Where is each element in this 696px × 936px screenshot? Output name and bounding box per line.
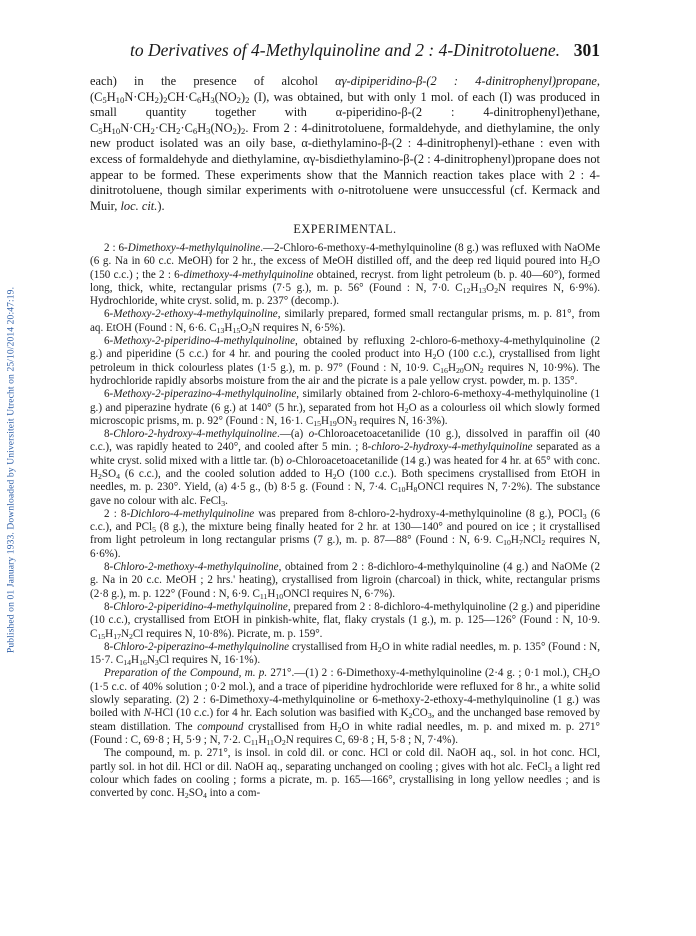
experimental-paragraph: 6-Methoxy-2-piperazino-4-methylquinoline, similarly obtained from 2-chloro-6-methoxy-4-methylquinoline (1 g.) and piperazine hydrate (6 g.) at 140° (5 hr.), separated from hot $H_2O$ as a colourless oil which slowly formed microscopic prisms, m. p. 92° (Found : N, 16·1. $C_{15}H_{19}ON_3$ requires N, 16·3%).: [90, 388, 600, 428]
page-number: 301: [573, 40, 600, 60]
experimental-paragraph: 8-Chloro-2-methoxy-4-methylquinoline, obtained from 2 : 8-dichloro-4-methylquinoline (4 g.) and NaOMe (2 g. Na in 20 c.c. MeOH ; 2 hrs.' heating), crystallised from ligroin (charcoal) in thick, white, rectangular prisms (2·8 g.), m. p. 122° (Found : N, 6·9. $C_{11}H_{10}ONCl$ requires N, 6·7%).: [90, 561, 600, 601]
experimental-paragraph: 2 : 6-Dimethoxy-4-methylquinoline.—2-Chloro-6-methoxy-4-methylquinoline (8 g.) was refluxed with NaOMe (6 g. Na in 60 c.c. MeOH) for 2 hr., the excess of MeOH distilled off, and the deep red liquid poured into $H_2O$ (150 c.c.) ; the 2 : 6-dimethoxy-4-methylquinoline obtained, recryst. from light petroleum (b. p. 40—60°), formed long, thick, white, rectangular prisms (7·5 g.), m. p. 56° (Found : N, 7·0. $C_{12}H_{13}O_2N$ requires N, 6·9%). Hydrochloride, white cryst. solid, m. p. 237° (decomp.).: [90, 241, 601, 308]
experimental-section: [90, 242, 600, 800]
experimental-paragraph: 8-Chloro-2-piperidino-4-methylquinoline, prepared from 2 : 8-dichloro-4-methylquinoline (2 g.) and piperidine (10 c.c.), crystallised from EtOH in pinkish-white, flat, flaky crystals (1 g.), m. p. 125—126° (Found : N, 10·9. $C_{15}H_{17}N_2Cl$ requires N, 10·8%). Picrate, m. p. 159°.: [90, 600, 600, 641]
sidebar-text: Published on 01 January 1933. Downloaded by Universiteit Utrecht on 25/10/2014 20:47:19.: [5, 286, 17, 654]
experimental-paragraph: 2 : 8-Dichloro-4-methylquinoline was prepared from 8-chloro-2-hydroxy-4-methylquinoline (8 g.), POCl$_3$ (6 c.c.), and PCl$_5$ (8 g.), the mixture being finally heated for 2 hr. at 130—140° and poured on ice ; it crystallised from light petroleum in long rectangular prisms (7 g.), m. p. 87—88° (Found : N, 6·9. $C_{10}H_7NCl_2$ requires N, 6·6%).: [90, 507, 600, 560]
running-title: to Derivatives of 4-Methylquinoline and 2 : 4-Dinitrotoluene.: [130, 40, 560, 60]
publication-sidebar: [5, 150, 17, 790]
experimental-paragraph: 6-Methoxy-2-piperidino-4-methylquinoline, obtained by refluxing 2-chloro-6-methoxy-4-methylquinoline (2 g.) and piperidine (5 c.c.) for 4 hr. and pouring the cooled product into $H_2O$ (100 c.c.), crystallised from light petroleum in thick colourless plates (1·5 g.), m. p. 97° (Found : N, 10·9. $C_{16}H_{20}ON_2$ requires N, 10·9%). The hydrochloride rapidly absorbs moisture from the air and the picrate is a pale yellow cryst. powder, m. p. 135°.: [90, 335, 600, 387]
experimental-paragraph: 6-Methoxy-2-ethoxy-4-methylquinoline, similarly prepared, formed small rectangular prisms, m. p. 81°, from aq. EtOH (Found : N, 6·6. $C_{13}H_{15}O_2N$ requires N, 6·5%).: [90, 308, 600, 335]
experimental-paragraph: The compound, m. p. 271°, is insol. in cold dil. or conc. HCl or cold dil. NaOH aq., sol. in hot conc. HCl, partly sol. in hot dil. HCl or dil. NaOH aq., separating unchanged on cooling ; gives with hot alc. FeCl$_3$ a light red colour which fades on cooling ; forms a picrate, m. p. 165—166°, crystallising in long yellow needles ; and is converted by conc. $H_2SO_4$ into a com-: [90, 747, 600, 801]
experimental-paragraph: 8-Chloro-2-hydroxy-4-methylquinoline.—(a) o-Chloroacetoacetanilide (10 g.), dissolved in paraffin oil (40 c.c.), was rapidly heated to 240°, and cooled after 5 min. ; 8-chloro-2-hydroxy-4-methylquinoline separated as a white cryst. solid mixed with a little tar. (b) o-Chloroacetoacetanilide (14 g.) was heated for 4 hr. at 65° with conc. $H_2SO_4$ (6 c.c.), and the cooled solution added to $H_2O$ (100 c.c.). Both specimens crystallised from EtOH in needles, m. p. 230°. Yield, (a) 4·5 g., (b) 8·5 g. (Found : N, 7·4. $C_{10}H_8ONCl$ requires N, 7·2%). The substance gave no colour with alc. FeCl$_3$.: [90, 428, 601, 508]
page-body: [90, 74, 600, 800]
experimental-paragraph: 8-Chloro-2-piperazino-4-methylquinoline crystallised from $H_2O$ in white radial needles, m. p. 135° (Found : N, 15·7. $C_{14}H_{16}N_3Cl$ requires N, 16·1%).: [90, 640, 600, 668]
intro-paragraph: each) in the presence of alcohol αγ-dipiperidino-β-(2 : 4-dinitrophenyl)propane, $(C_5H_{10}N\cdot CH_2)_2CH\cdot C_6H_3(NO_2)_2$ (I), was obtained, but with only 1 mol. of each (I) was produced in small quantity together with α-piperidino-β-(2 : 4-dinitrophenyl)ethane, $C_5H_{10}N\cdot CH_2\cdot CH_2\cdot C_6H_3(NO_2)_2$. From 2 : 4-dinitrotoluene, formaldehyde, and diethylamine, the only new product isolated was an oily base, α-diethylamino-β-(2 : 4-dinitrophenyl)-ethane : even with excess of formaldehyde and diethylamine, αγ-bisdiethylamino-β-(2 : 4-dinitrophenyl)propane does not appear to be formed. These experiments show that the Mannich reaction takes place with 2 : 4-dinitrotoluene, though similar experiments with o-nitrotoluene were unsuccessful (cf. Kermack and Muir, loc. cit.).: [90, 74, 600, 213]
section-heading: EXPERIMENTAL.: [293, 222, 397, 237]
running-header: [130, 40, 600, 64]
experimental-paragraph: Preparation of the Compound, m. p. 271°.—(1) 2 : 6-Dimethoxy-4-methylquinoline (2·4 g. ; 0·1 mol.), $CH_2O$ (1·5 c.c. of 40% solution ; 0·2 mol.), and a trace of piperidine hydrochloride were refluxed for 8 hr., a white solid slowly separating. (2) 2 : 6-Dimethoxy-4-methylquinoline or 6-methoxy-2-ethoxy-4-methylquinoline (1 g.) was boiled with N-HCl (10 c.c.) for 4 hr. Each solution was basified with $K_2CO_3$, and the unchanged base removed by steam distillation. The compound crystallised from $H_2O$ in white radial needles, m. p. and mixed m. p. 271° (Found : C, 69·8 ; H, 5·9 ; N, 7·2. $C_{11}H_{11}O_2N$ requires C, 69·8 ; H, 5·8 ; N, 7·4%).: [90, 667, 601, 747]
